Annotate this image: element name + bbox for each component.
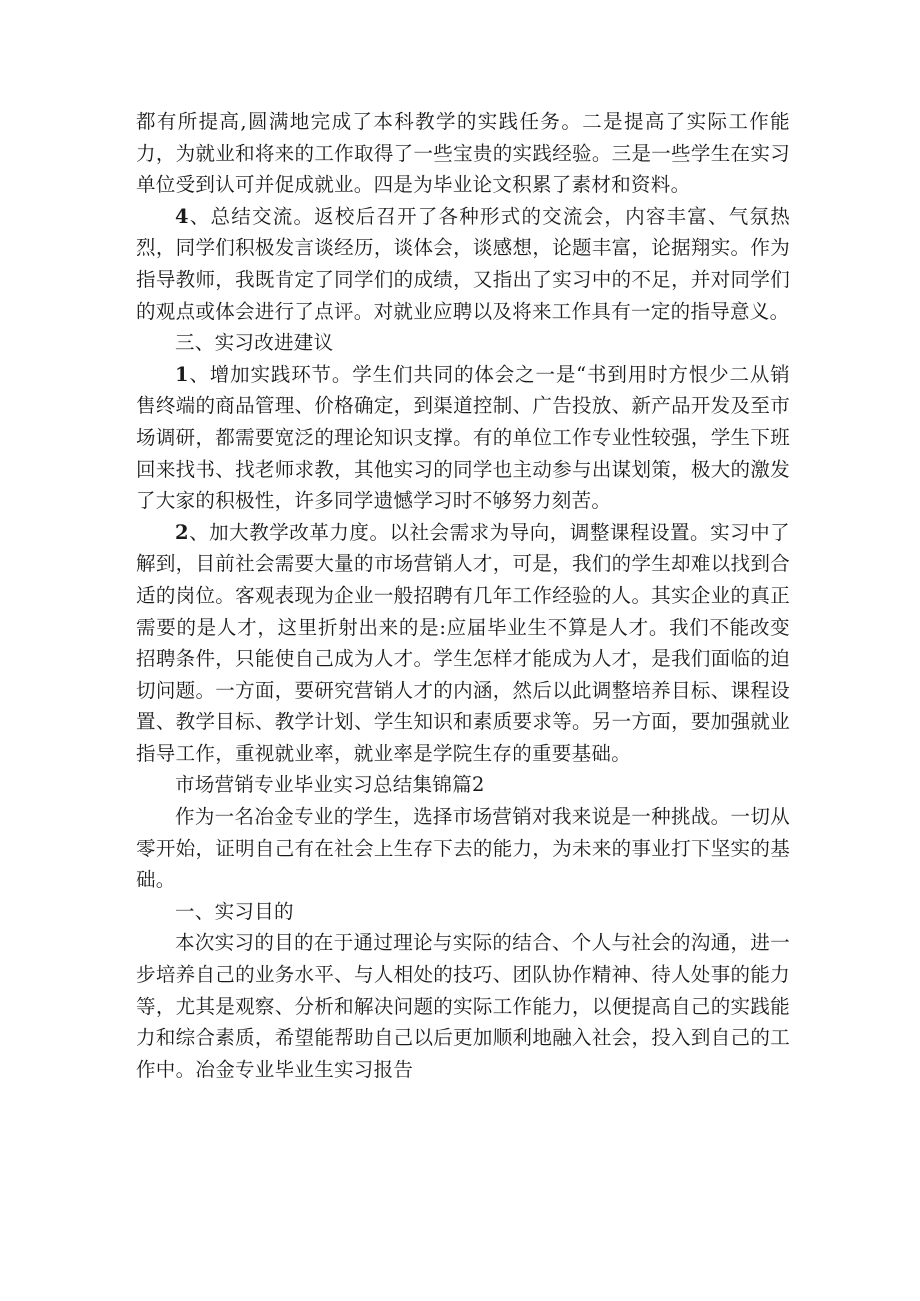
paragraph-9 [136,927,790,1085]
list-number: 4 [175,204,189,228]
heading-text: 市场营销专业毕业实习总结集锦篇2 [175,773,485,797]
list-number: 1 [175,362,189,386]
paragraph-7 [136,801,790,896]
article-title-part-2 [136,769,790,801]
paragraph-1 [136,106,790,201]
heading-text: 一、实习目的 [175,899,294,923]
paragraph-text: 、加大教学改革力度。以社会需求为导向，调整课程设置。实习中了解到，目前社会需要大量的市场营销人才，可是，我们的学生却难以找到合适的岗位。客观表现为企业一般招聘有几年工作经验的人。其实企业的真正需要的是人才，这里折射出来的是:应届毕业生不算是人才。我们不能改变招聘条件，只能使自己成为人才。学生怎样才能成为人才，是我们面临的迫切问题。一方面，要研究营销人才的内涵，然后以此调整培养目标、课程设置、教学目标、教学计划、学生知识和素质要求等。另一方面，要加强就业指导工作，重视就业率，就业率是学院生存的重要基础。 [136,520,790,765]
document-body [136,106,790,1085]
section-heading-purpose [136,896,790,928]
section-heading-improvement [136,327,790,359]
heading-text: 三、实习改进建议 [175,331,334,355]
paragraph-text: 都有所提高,圆满地完成了本科教学的实践任务。二是提高了实际工作能力，为就业和将来的工作取得了一些宝贵的实践经验。三是一些学生在实习单位受到认可并促成就业。四是为毕业论文积累了素材和资料。 [136,110,790,197]
paragraph-5 [136,517,790,770]
list-number: 2 [175,520,189,544]
paragraph-2 [136,201,790,327]
paragraph-text: 、增加实践环节。学生们共同的体会之一是“书到用时方恨少二从销售终端的商品管理、价格确定，到渠道控制、广告投放、新产品开发及至市场调研，都需要宽泛的理论知识支撑。有的单位工作专业性较强，学生下班回来找书、找老师求教，其他实习的同学也主动参与出谋划策，极大的激发了大家的积极性，许多同学遗憾学习时不够努力刻苦。 [136,362,790,513]
paragraph-text: 本次实习的目的在于通过理论与实际的结合、个人与社会的沟通，进一步培养自己的业务水平、与人相处的技巧、团队协作精神、待人处事的能力等，尤其是观察、分析和解决问题的实际工作能力，以便提高自己的实践能力和综合素质，希望能帮助自己以后更加顺利地融入社会，投入到自己的工作中。冶金专业毕业生实习报告 [136,931,790,1081]
paragraph-text: 、总结交流。返校后召开了各种形式的交流会，内容丰富、气氛热烈，同学们积极发言谈经历，谈体会，谈感想，论题丰富，论据翔实。作为指导教师，我既肯定了同学们的成绩，又指出了实习中的不足，并对同学们的观点或体会进行了点评。对就业应聘以及将来工作具有一定的指导意义。 [136,204,790,323]
paragraph-4 [136,359,790,517]
paragraph-text: 作为一名冶金专业的学生，选择市场营销对我来说是一种挑战。一切从零开始，证明自己有在社会上生存下去的能力，为未来的事业打下坚实的基础。 [136,805,790,892]
